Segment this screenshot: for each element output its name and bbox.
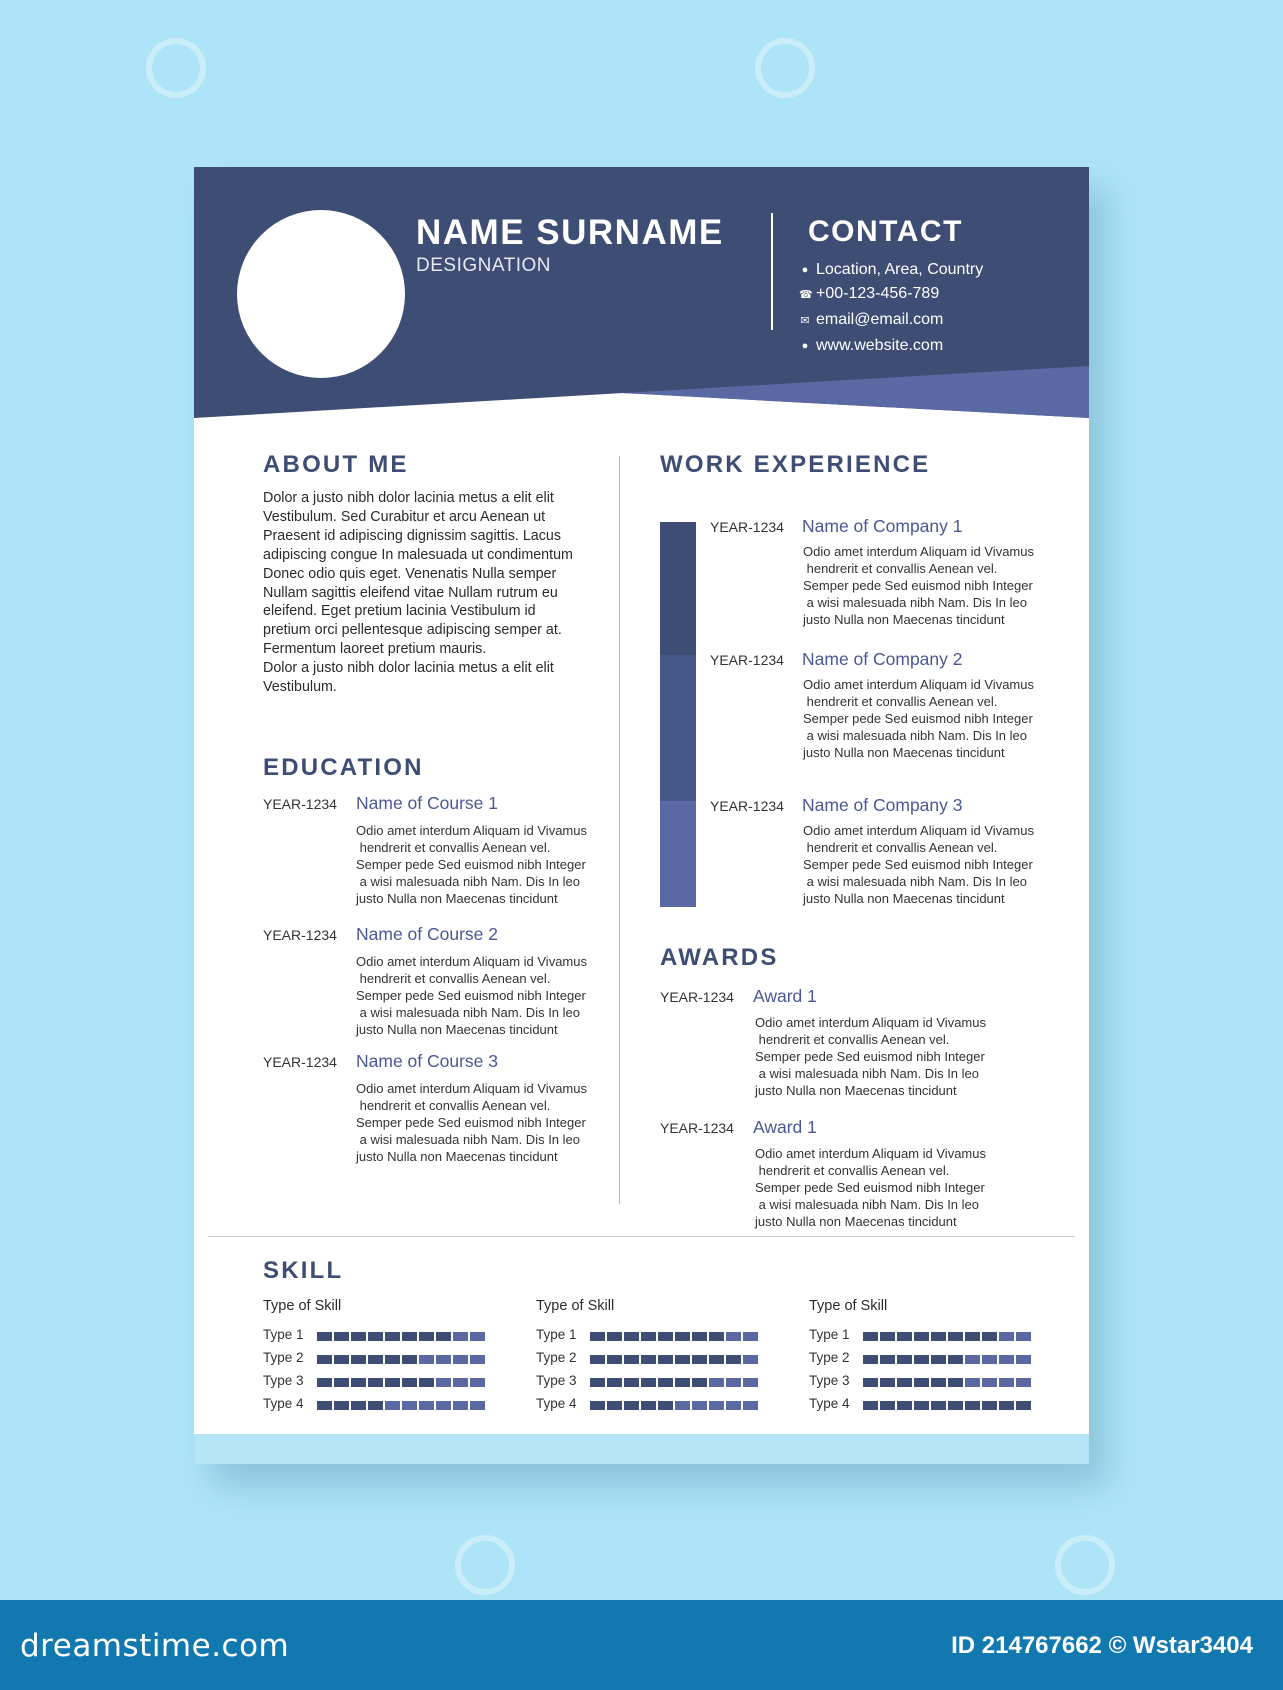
- skill-segment: [726, 1332, 741, 1341]
- about-title: ABOUT ME: [263, 451, 409, 478]
- awards-year: YEAR-1234: [660, 1120, 734, 1136]
- skill-segment: [880, 1332, 895, 1341]
- skill-segment: [709, 1332, 724, 1341]
- skill-label: Type 2: [263, 1350, 304, 1365]
- skill-segment: [999, 1355, 1014, 1364]
- skill-segment: [948, 1401, 963, 1410]
- stock-banner: [0, 1600, 1283, 1690]
- skill-level-bar: [863, 1401, 1031, 1410]
- timeline-segment: [660, 801, 696, 907]
- skill-segment: [624, 1401, 639, 1410]
- skill-level-bar: [590, 1401, 758, 1410]
- skill-segment: [419, 1378, 434, 1387]
- skill-level-bar: [863, 1355, 1031, 1364]
- skill-segment: [897, 1332, 912, 1341]
- education-year: YEAR-1234: [263, 796, 337, 812]
- work-year: YEAR-1234: [710, 652, 784, 668]
- watermark-spiral-icon: [1055, 1535, 1115, 1595]
- skill-segment: [965, 1378, 980, 1387]
- skill-segment: [1016, 1355, 1031, 1364]
- skill-level-bar: [317, 1332, 485, 1341]
- skill-segment: [675, 1401, 690, 1410]
- work-entry-description: Odio amet interdum Aliquam id Vivamus hendrerit et convallis Aenean vel. Semper pede Sed euismod nibh Integer a wisi malesuada nibh Nam. Dis In leo justo Nulla non Maecenas tincidunt: [803, 677, 1034, 760]
- skill-group-title: Type of Skill: [263, 1298, 342, 1314]
- skill-segment: [317, 1355, 332, 1364]
- skill-segment: [317, 1332, 332, 1341]
- skill-title: SKILL: [263, 1257, 344, 1284]
- skill-segment: [641, 1401, 656, 1410]
- work-year: YEAR-1234: [710, 798, 784, 814]
- skill-segment: [931, 1401, 946, 1410]
- skill-label: Type 3: [536, 1373, 577, 1388]
- skill-segment: [743, 1401, 758, 1410]
- skill-segment: [607, 1332, 622, 1341]
- skill-level-bar: [590, 1332, 758, 1341]
- skill-segment: [470, 1355, 485, 1364]
- education-title: EDUCATION: [263, 754, 424, 781]
- contact-item: [799, 337, 943, 355]
- work-entry-title: Name of Company 2: [802, 649, 963, 669]
- skill-segment: [982, 1332, 997, 1341]
- skill-level-bar: [590, 1355, 758, 1364]
- work-entry-title: Name of Company 1: [802, 516, 963, 536]
- work-year: YEAR-1234: [710, 519, 784, 535]
- education-entry-title: Name of Course 3: [356, 1051, 499, 1071]
- skill-segment: [351, 1401, 366, 1410]
- skill-group-title: Type of Skill: [536, 1298, 615, 1314]
- skill-segment: [453, 1332, 468, 1341]
- skill-segment: [931, 1378, 946, 1387]
- skill-label: Type 1: [263, 1327, 304, 1342]
- skill-segment: [863, 1332, 878, 1341]
- skill-segment: [590, 1401, 605, 1410]
- skill-segment: [368, 1378, 383, 1387]
- skill-segment: [641, 1378, 656, 1387]
- work-entry-description: Odio amet interdum Aliquam id Vivamus hendrerit et convallis Aenean vel. Semper pede Sed euismod nibh Integer a wisi malesuada nibh Nam. Dis In leo justo Nulla non Maecenas tincidunt: [803, 823, 1034, 906]
- skill-segment: [590, 1332, 605, 1341]
- skill-segment: [385, 1355, 400, 1364]
- skill-segment: [590, 1355, 605, 1364]
- about-paragraph: Dolor a justo nibh dolor lacinia metus a elit elit Vestibulum.: [263, 660, 554, 696]
- skill-segment: [1016, 1332, 1031, 1341]
- skill-segment: [743, 1332, 758, 1341]
- skill-segment: [453, 1378, 468, 1387]
- skill-segment: [436, 1401, 451, 1410]
- skill-segment: [641, 1332, 656, 1341]
- skill-segment: [368, 1401, 383, 1410]
- contact-text: email@email.com: [816, 311, 944, 328]
- skill-label: Type 4: [263, 1396, 304, 1411]
- skill-segment: [334, 1355, 349, 1364]
- skill-segment: [982, 1355, 997, 1364]
- skill-segment: [453, 1401, 468, 1410]
- skill-level-bar: [317, 1378, 485, 1387]
- skill-segment: [436, 1355, 451, 1364]
- skill-segment: [675, 1332, 690, 1341]
- skill-segment: [607, 1378, 622, 1387]
- skill-segment: [351, 1378, 366, 1387]
- skill-segment: [743, 1378, 758, 1387]
- profile-photo-placeholder[interactable]: [237, 210, 405, 378]
- contact-title: CONTACT: [808, 215, 963, 248]
- skill-segment: [658, 1332, 673, 1341]
- skill-segment: [948, 1378, 963, 1387]
- skill-segment: [368, 1332, 383, 1341]
- skill-segment: [624, 1332, 639, 1341]
- skill-segment: [931, 1332, 946, 1341]
- skill-segment: [419, 1332, 434, 1341]
- skill-segment: [863, 1378, 878, 1387]
- skill-segment: [726, 1355, 741, 1364]
- skill-segment: [334, 1401, 349, 1410]
- skill-segment: [897, 1378, 912, 1387]
- contact-text: +00-123-456-789: [816, 285, 940, 302]
- skill-segment: [351, 1355, 366, 1364]
- watermark-spiral-icon: [755, 38, 815, 98]
- skill-segment: [419, 1401, 434, 1410]
- skill-segment: [948, 1332, 963, 1341]
- skill-segment: [999, 1378, 1014, 1387]
- education-year: YEAR-1234: [263, 927, 337, 943]
- dreamstime-logo[interactable]: dreamstime.com: [20, 1628, 290, 1664]
- skill-segment: [658, 1378, 673, 1387]
- awards-entry-title: Award 1: [753, 986, 817, 1006]
- image-credit: ID 214767662 © Wstar3404: [951, 1632, 1253, 1659]
- work-entry-title: Name of Company 3: [802, 795, 963, 815]
- skill-segment: [709, 1355, 724, 1364]
- skill-level-bar: [863, 1378, 1031, 1387]
- skill-level-bar: [590, 1378, 758, 1387]
- skill-segment: [317, 1401, 332, 1410]
- skill-level-bar: [863, 1332, 1031, 1341]
- skill-segment: [999, 1401, 1014, 1410]
- location-pin-icon: ●: [801, 264, 809, 276]
- skill-level-bar: [317, 1401, 485, 1410]
- watermark-spiral-icon: [146, 38, 206, 98]
- skill-segment: [897, 1355, 912, 1364]
- resume-page: [194, 167, 1089, 1464]
- skill-segment: [965, 1332, 980, 1341]
- envelope-icon: ✉: [800, 314, 810, 327]
- contact-text: www.website.com: [816, 337, 944, 354]
- timeline-segment: [660, 522, 696, 655]
- skill-label: Type 2: [809, 1350, 850, 1365]
- phone-icon: ☎: [799, 288, 813, 301]
- skill-label: Type 1: [809, 1327, 850, 1342]
- education-entry-description: Odio amet interdum Aliquam id Vivamus hendrerit et convallis Aenean vel. Semper pede Sed euismod nibh Integer a wisi malesuada nibh Nam. Dis In leo justo Nulla non Maecenas tincidunt: [356, 1081, 587, 1164]
- skill-segment: [692, 1332, 707, 1341]
- skill-segment: [914, 1332, 929, 1341]
- skill-segment: [914, 1401, 929, 1410]
- skill-label: Type 3: [263, 1373, 304, 1388]
- globe-icon: ●: [801, 340, 809, 352]
- skill-segment: [931, 1355, 946, 1364]
- education-year: YEAR-1234: [263, 1054, 337, 1070]
- work-experience-title: WORK EXPERIENCE: [660, 451, 931, 478]
- skill-segment: [880, 1355, 895, 1364]
- skill-segment: [607, 1401, 622, 1410]
- skill-segment: [385, 1378, 400, 1387]
- column-divider: [619, 456, 620, 1204]
- skill-segment: [914, 1378, 929, 1387]
- awards-title: AWARDS: [660, 944, 779, 971]
- skill-segment: [402, 1332, 417, 1341]
- work-entry-description: Odio amet interdum Aliquam id Vivamus hendrerit et convallis Aenean vel. Semper pede Sed euismod nibh Integer a wisi malesuada nibh Nam. Dis In leo justo Nulla non Maecenas tincidunt: [803, 544, 1034, 627]
- header-divider: [771, 213, 773, 330]
- skill-segment: [453, 1355, 468, 1364]
- skill-label: Type 4: [536, 1396, 577, 1411]
- skill-segment: [965, 1401, 980, 1410]
- skill-segment: [658, 1355, 673, 1364]
- skill-label: Type 4: [809, 1396, 850, 1411]
- full-name: NAME SURNAME: [416, 213, 724, 252]
- skill-segment: [624, 1355, 639, 1364]
- skill-segment: [658, 1401, 673, 1410]
- section-divider: [208, 1236, 1075, 1237]
- awards-year: YEAR-1234: [660, 989, 734, 1005]
- contact-item: [799, 285, 939, 303]
- about-paragraph: Dolor a justo nibh dolor lacinia metus a elit elit Vestibulum. Sed Curabitur et arcu Aenean ut Praesent id adipiscing dignissim sagittis. Lacus adipiscing congue In malesuada ut condimentum Donec odio quis eget. Venenatis Nulla semper Nullam sagittis eleifend vitae Nullam rutrum eu eleifend. Eget pretium lacinia Vestibulum id pretium orci pellentesque adipiscing semper at. Fermentum laoreet pretium mauris.: [263, 490, 573, 658]
- skill-segment: [692, 1355, 707, 1364]
- about-text: [263, 489, 583, 697]
- education-entry-title: Name of Course 1: [356, 793, 499, 813]
- skill-segment: [334, 1332, 349, 1341]
- awards-entry-title: Award 1: [753, 1117, 817, 1137]
- skill-segment: [709, 1378, 724, 1387]
- skill-segment: [675, 1355, 690, 1364]
- skill-segment: [470, 1332, 485, 1341]
- skill-segment: [982, 1378, 997, 1387]
- skill-segment: [419, 1355, 434, 1364]
- skill-segment: [470, 1378, 485, 1387]
- skill-segment: [351, 1332, 366, 1341]
- skill-segment: [641, 1355, 656, 1364]
- contact-item: [799, 261, 983, 279]
- skill-group-title: Type of Skill: [809, 1298, 888, 1314]
- skill-label: Type 2: [536, 1350, 577, 1365]
- skill-segment: [692, 1401, 707, 1410]
- skill-segment: [385, 1332, 400, 1341]
- skill-segment: [982, 1401, 997, 1410]
- skill-segment: [624, 1378, 639, 1387]
- skill-segment: [880, 1401, 895, 1410]
- watermark-spiral-icon: [455, 1535, 515, 1595]
- skill-level-bar: [317, 1355, 485, 1364]
- timeline-segment: [660, 655, 696, 801]
- education-entry-title: Name of Course 2: [356, 924, 499, 944]
- skill-segment: [1016, 1378, 1031, 1387]
- skill-segment: [334, 1378, 349, 1387]
- skill-segment: [402, 1355, 417, 1364]
- contact-item: [799, 311, 943, 329]
- skill-segment: [726, 1401, 741, 1410]
- contact-text: Location, Area, Country: [816, 261, 984, 278]
- skill-segment: [1016, 1401, 1031, 1410]
- skill-segment: [726, 1378, 741, 1387]
- designation: DESIGNATION: [416, 255, 551, 276]
- skill-segment: [863, 1355, 878, 1364]
- skill-segment: [914, 1355, 929, 1364]
- skill-segment: [317, 1378, 332, 1387]
- education-entry-description: Odio amet interdum Aliquam id Vivamus hendrerit et convallis Aenean vel. Semper pede Sed euismod nibh Integer a wisi malesuada nibh Nam. Dis In leo justo Nulla non Maecenas tincidunt: [356, 954, 587, 1037]
- skill-label: Type 3: [809, 1373, 850, 1388]
- skill-segment: [470, 1401, 485, 1410]
- skill-segment: [385, 1401, 400, 1410]
- skill-segment: [692, 1378, 707, 1387]
- skill-segment: [948, 1355, 963, 1364]
- awards-entry-description: Odio amet interdum Aliquam id Vivamus hendrerit et convallis Aenean vel. Semper pede Sed euismod nibh Integer a wisi malesuada nibh Nam. Dis In leo justo Nulla non Maecenas tincidunt: [755, 1146, 986, 1229]
- skill-segment: [436, 1332, 451, 1341]
- skill-segment: [897, 1401, 912, 1410]
- skill-segment: [368, 1355, 383, 1364]
- skill-segment: [999, 1332, 1014, 1341]
- skill-segment: [880, 1378, 895, 1387]
- skill-segment: [675, 1378, 690, 1387]
- skill-segment: [863, 1401, 878, 1410]
- skill-segment: [709, 1401, 724, 1410]
- skill-segment: [965, 1355, 980, 1364]
- skill-segment: [743, 1355, 758, 1364]
- footer-band: [194, 1434, 1089, 1464]
- education-entry-description: Odio amet interdum Aliquam id Vivamus hendrerit et convallis Aenean vel. Semper pede Sed euismod nibh Integer a wisi malesuada nibh Nam. Dis In leo justo Nulla non Maecenas tincidunt: [356, 823, 587, 906]
- skill-segment: [590, 1378, 605, 1387]
- skill-segment: [402, 1401, 417, 1410]
- skill-segment: [402, 1378, 417, 1387]
- skill-segment: [607, 1355, 622, 1364]
- skill-label: Type 1: [536, 1327, 577, 1342]
- awards-entry-description: Odio amet interdum Aliquam id Vivamus hendrerit et convallis Aenean vel. Semper pede Sed euismod nibh Integer a wisi malesuada nibh Nam. Dis In leo justo Nulla non Maecenas tincidunt: [755, 1015, 986, 1098]
- skill-segment: [436, 1378, 451, 1387]
